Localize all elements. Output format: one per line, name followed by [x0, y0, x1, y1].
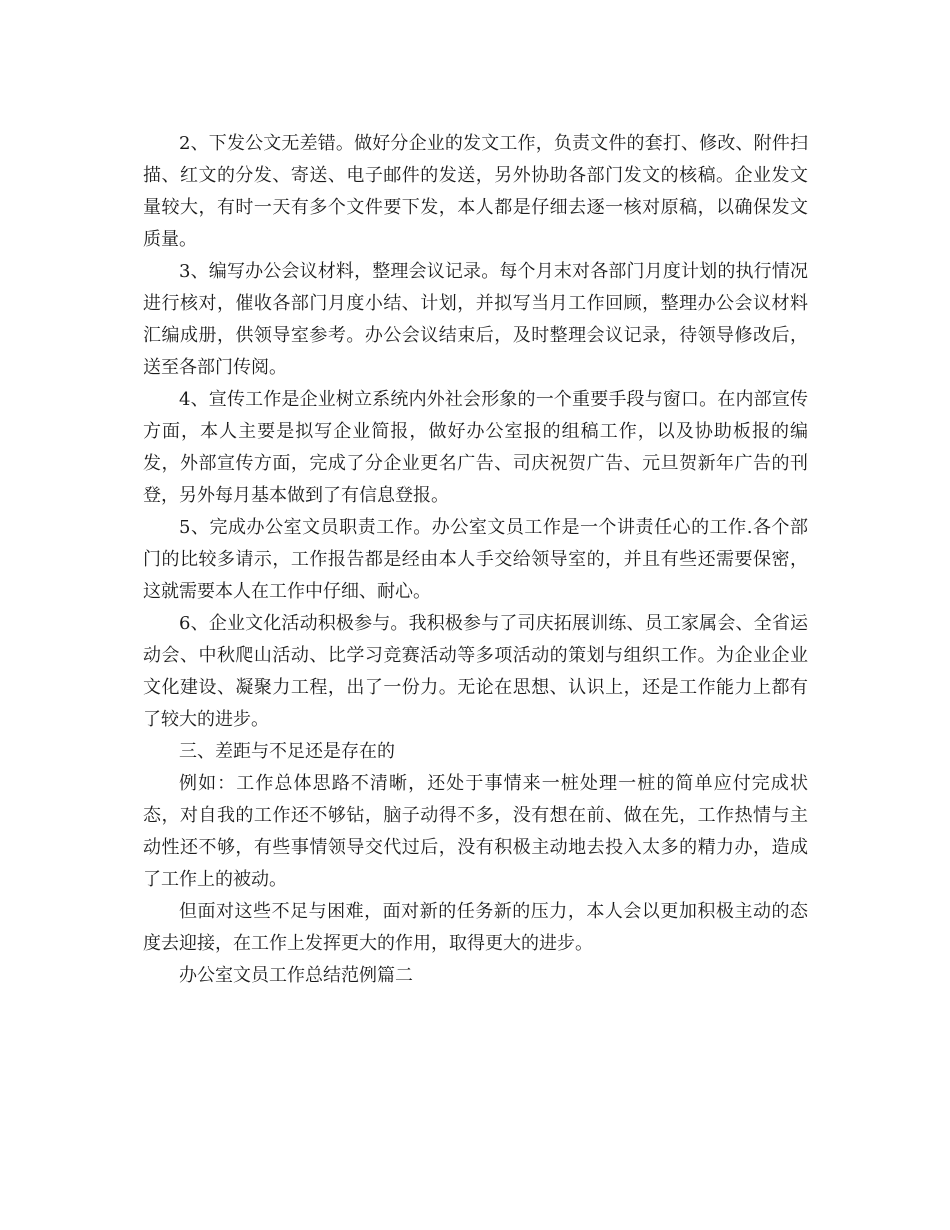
paragraph-item-6: 6、企业文化活动积极参与。我积极参与了司庆拓展训练、员工家属会、全省运动会、中秋爬山活动、比学习竞赛活动等多项活动的策划与组织工作。为企业企业文化建设、凝聚力工程，出了一份力。无论在思想、认识上，还是工作能力上都有了较大的进步。 — [143, 613, 808, 730]
document-body — [143, 128, 808, 992]
paragraph-item-3: 3、编写办公会议材料，整理会议记录。每个月末对各部门月度计划的执行情况进行核对，催收各部门月度小结、计划，并拟写当月工作回顾，整理办公会议材料汇编成册，供领导室参考。办公会议结束后，及时整理会议记录，待领导修改后，送至各部门传阅。 — [143, 261, 808, 378]
paragraph-item-5: 5、完成办公室文员职责工作。办公室文员工作是一个讲责任心的工作.各个部门的比较多请示，工作报告都是经由本人手交给领导室的，并且有些还需要保密，这就需要本人在工作中仔细、耐心。 — [143, 517, 808, 602]
section-heading-gaps: 三、差距与不足还是存在的 — [179, 741, 395, 762]
section-title-part-two: 办公室文员工作总结范例篇二 — [179, 965, 413, 986]
paragraph-resolution: 但面对这些不足与困难，面对新的任务新的压力，本人会以更加积极主动的态度去迎接，在工作上发挥更大的作用，取得更大的进步。 — [143, 901, 808, 954]
paragraph-item-4: 4、宣传工作是企业树立系统内外社会形象的一个重要手段与窗口。在内部宣传方面，本人主要是拟写企业简报，做好办公室报的组稿工作，以及协助板报的编发，外部宣传方面，完成了分企业更名广告、司庆祝贺广告、元旦贺新年广告的刊登，另外每月基本做到了有信息登报。 — [143, 389, 808, 506]
paragraph-example: 例如：工作总体思路不清晰，还处于事情来一桩处理一桩的简单应付完成状态，对自我的工作还不够钻，脑子动得不多，没有想在前、做在先，工作热情与主动性还不够，有些事情领导交代过后，没有积极主动地去投入太多的精力办，造成了工作上的被动。 — [143, 773, 808, 890]
paragraph-item-2: 2、下发公文无差错。做好分企业的发文工作，负责文件的套打、修改、附件扫描、红文的分发、寄送、电子邮件的发送，另外协助各部门发文的核稿。企业发文量较大，有时一天有多个文件要下发，本人都是仔细去逐一核对原稿，以确保发文质量。 — [143, 133, 808, 250]
